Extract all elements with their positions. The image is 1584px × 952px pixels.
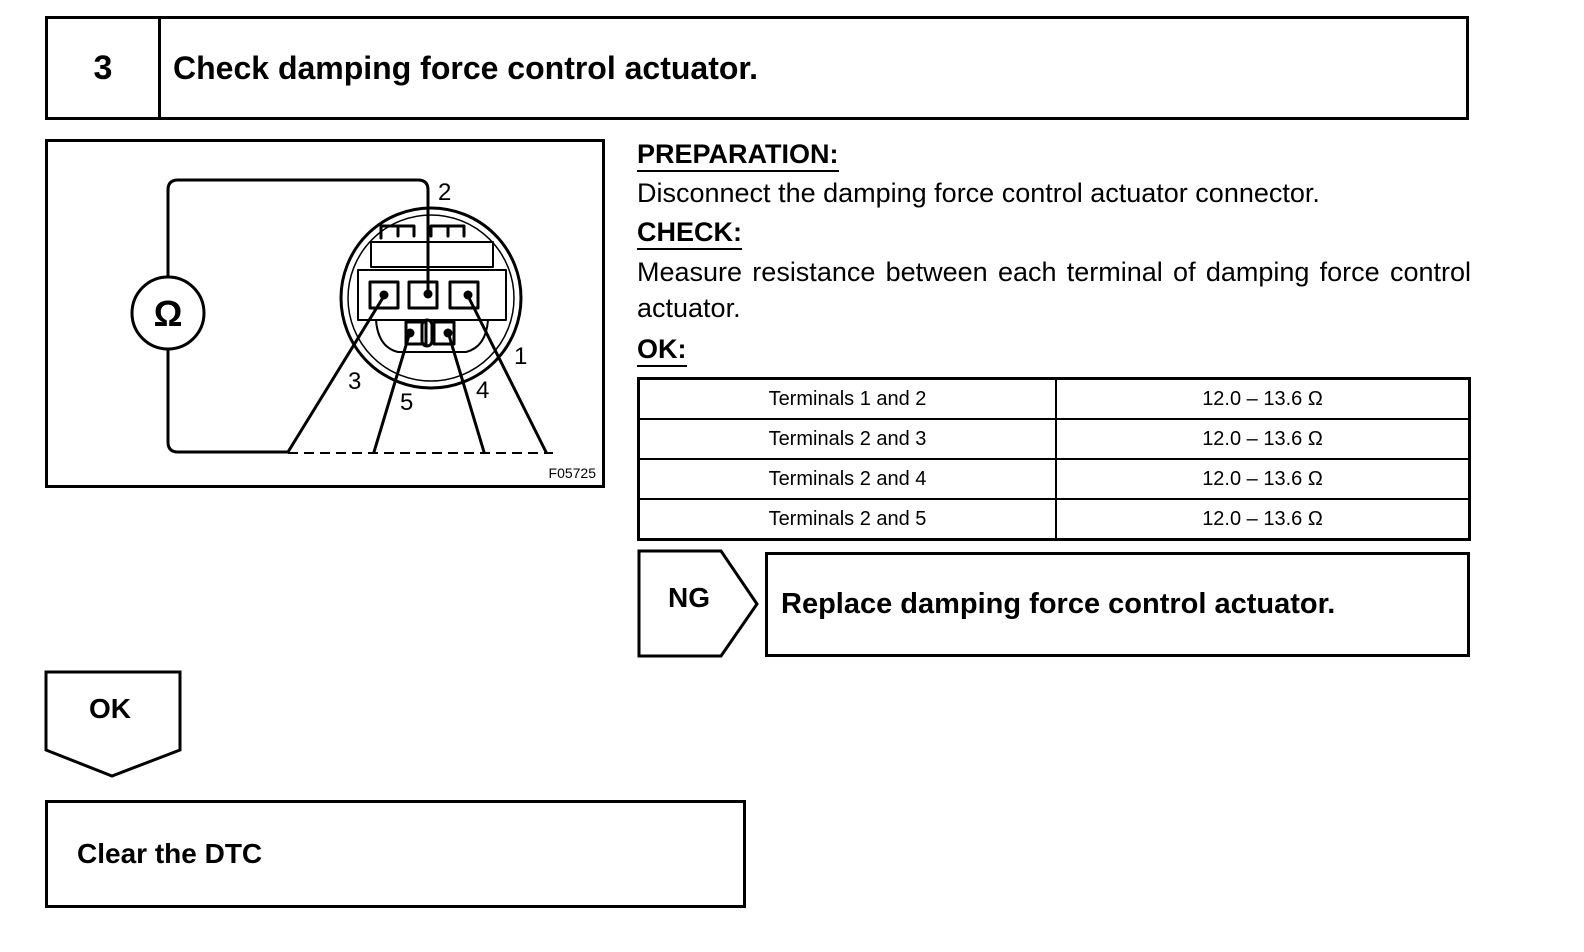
terminal-label-4: 4 xyxy=(476,377,490,404)
check-heading: CHECK: xyxy=(637,216,742,250)
step-header xyxy=(45,16,1469,120)
step-number: 3 xyxy=(48,19,161,117)
table-row xyxy=(639,419,1470,459)
table-row xyxy=(639,459,1470,499)
resistance-cell: 12.0 – 13.6 Ω xyxy=(1056,379,1470,420)
terminal-label-3: 3 xyxy=(348,368,362,395)
next-action-box: Clear the DTC xyxy=(45,800,746,908)
probe-lead-terminal-2 xyxy=(168,180,428,294)
resistance-cell: 12.0 – 13.6 Ω xyxy=(1056,499,1470,540)
table-row xyxy=(639,379,1470,420)
ng-action-box: Replace damping force control actuator. xyxy=(765,552,1470,657)
ok-arrow-icon xyxy=(44,670,184,780)
ohm-symbol: Ω xyxy=(153,293,183,334)
terminals-cell: Terminals 1 and 2 xyxy=(639,379,1057,420)
terminal-2-cavity xyxy=(409,282,437,308)
ok-label: OK xyxy=(89,693,131,724)
terminal-label-2: 2 xyxy=(438,179,452,206)
figure-id: F05725 xyxy=(548,465,596,481)
ng-label: NG xyxy=(668,582,710,613)
connector-figure xyxy=(45,139,605,488)
resistance-spec-table xyxy=(637,377,1471,541)
connector-diagram xyxy=(48,142,602,485)
preparation-heading: PREPARATION: xyxy=(637,138,839,172)
check-text: Measure resistance between each terminal of damping force control actuator. xyxy=(637,257,1471,323)
table-row xyxy=(639,499,1470,540)
terminal-label-1: 1 xyxy=(514,343,528,370)
step-title: Check damping force control actuator. xyxy=(173,49,758,86)
probe-lead-terminal-3 xyxy=(288,296,384,452)
terminals-cell: Terminals 2 and 5 xyxy=(639,499,1057,540)
terminal-label-5: 5 xyxy=(400,389,414,416)
ok-spec-heading: OK: xyxy=(637,333,687,367)
probe-lead-common xyxy=(168,349,288,452)
terminals-cell: Terminals 2 and 4 xyxy=(639,459,1057,499)
resistance-cell: 12.0 – 13.6 Ω xyxy=(1056,459,1470,499)
preparation-text: Disconnect the damping force control actuator connector. xyxy=(637,178,1320,208)
terminals-cell: Terminals 2 and 3 xyxy=(639,419,1057,459)
resistance-cell: 12.0 – 13.6 Ω xyxy=(1056,419,1470,459)
